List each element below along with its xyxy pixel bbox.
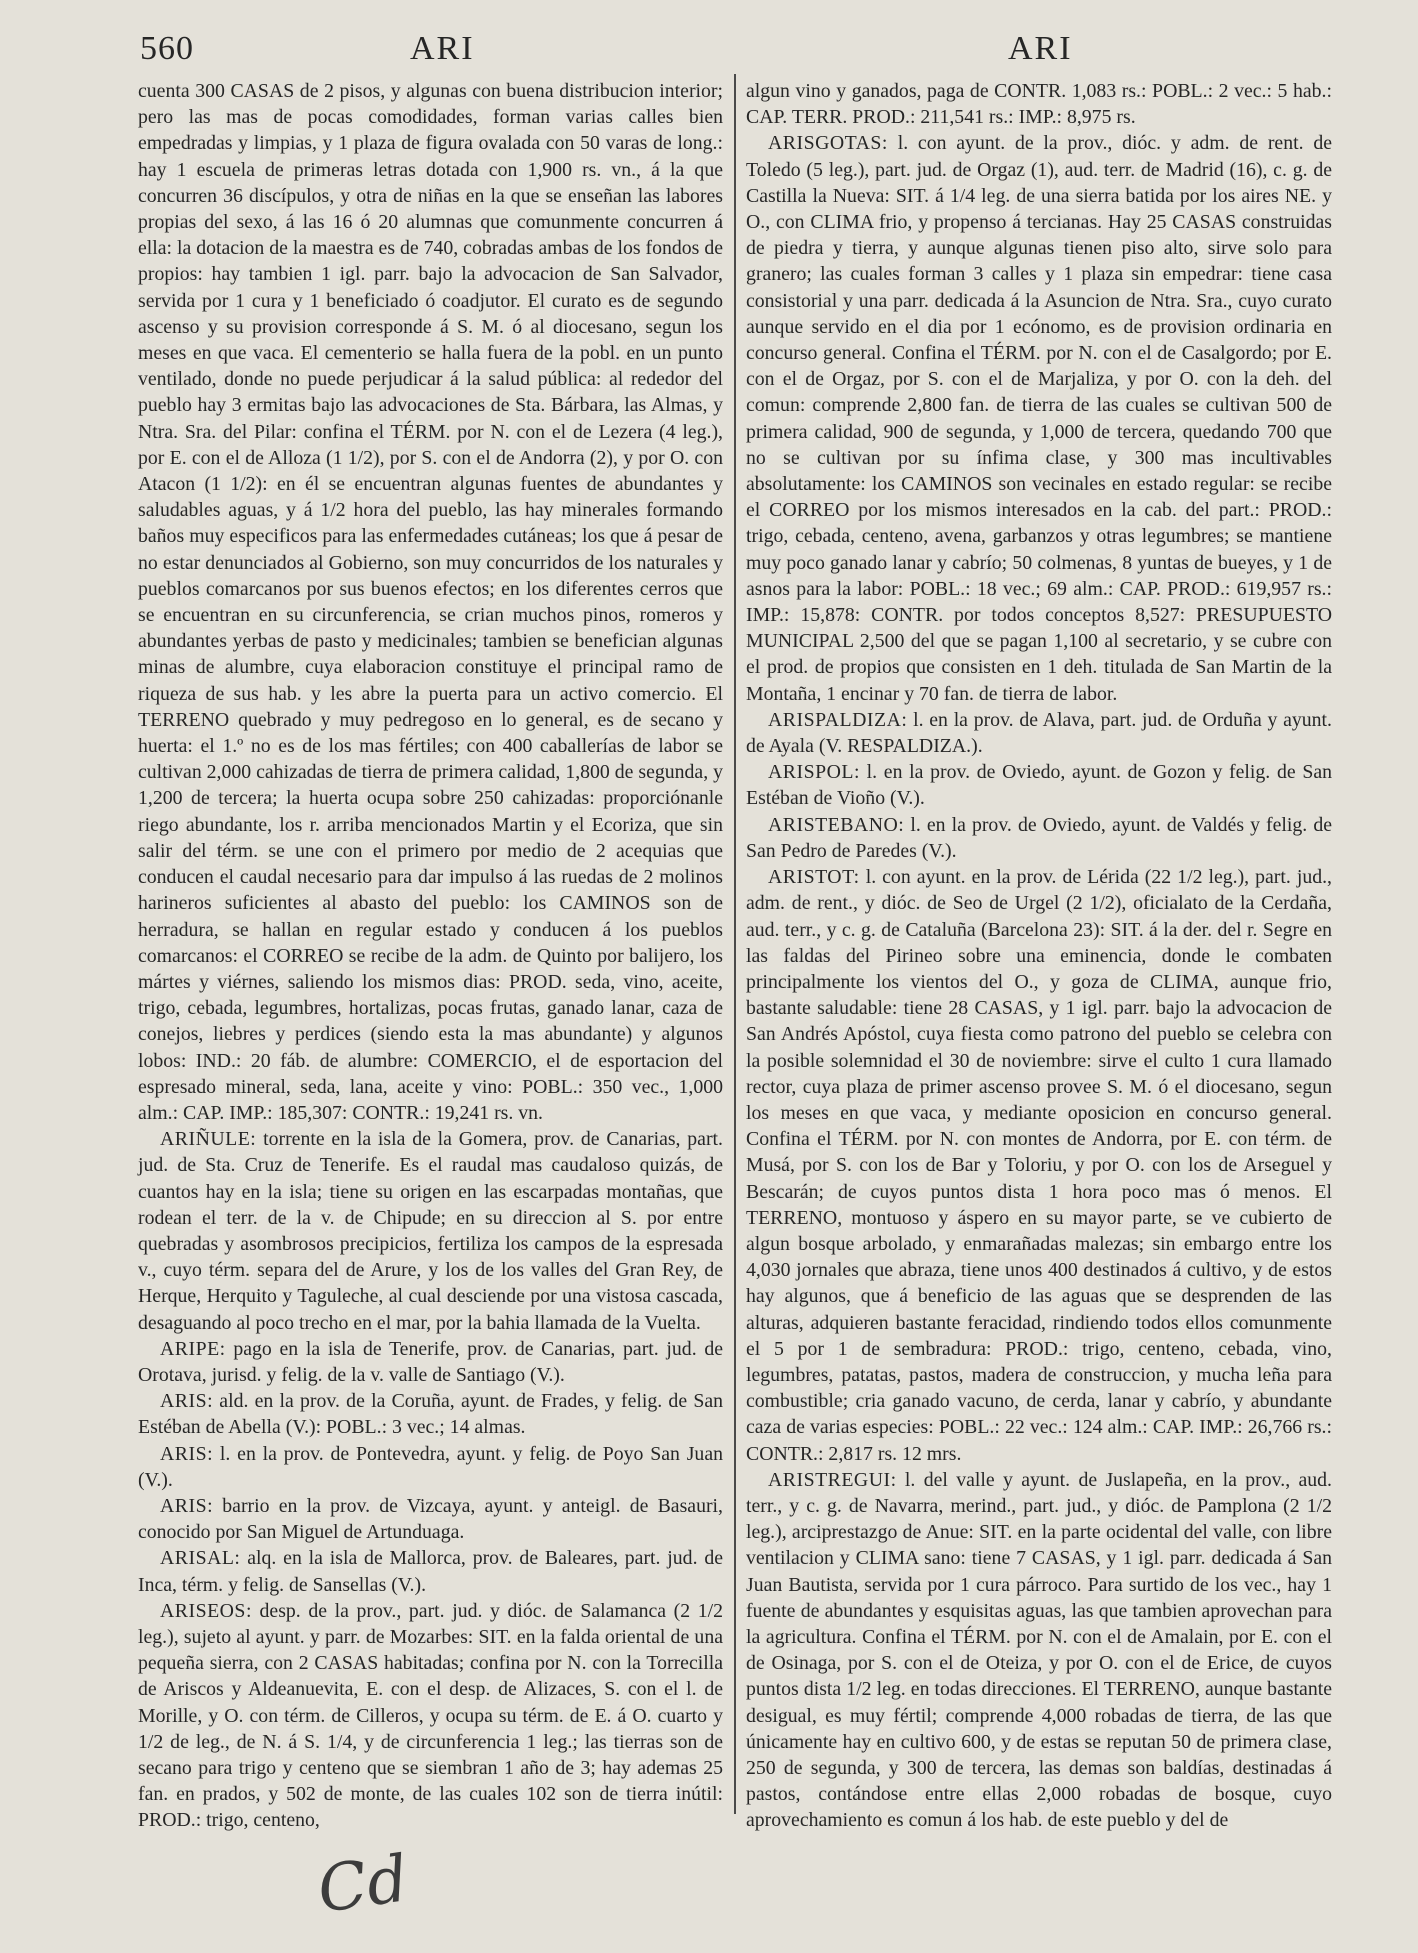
entry-text: barrio en la prov. de Vizcaya, ayunt. y anteigl. de Basauri, conocido por San Miguel de Artunduaga.: [138, 1494, 723, 1544]
entry-text: algun vino y ganados, paga de CONTR. 1,083 rs.: POBL.: 2 vec.: 5 hab.: CAP. TERR. PROD.: 211,541 rs.: IMP.: 8,975 rs.: [746, 80, 1332, 129]
entry-headword: ARISTEBANO:: [768, 813, 905, 836]
dictionary-entry: [138, 1388, 723, 1440]
dictionary-entry: [138, 1126, 723, 1336]
entry-text: desp. de la prov., part. jud. y dióc. de Salamanca (2 1/2 leg.), sujeto al ayunt. y parr. de Mozarbes: SIT. en la falda oriental de una pequeña sierra, con 2 CASAS habitadas; confina por N. con la Torrecilla de Ariscos y Aldeanuevita, E. con el desp. de Alizaces, S. con el l. de Morille, y O. con térm. de Cilleros, y ocupa su térm. de E. á O. cuarto y 1/2 de leg., de N. á S. 1/4, y de circunferencia 1 leg.; las tierras son de secano para trigo y centeno que se siembran 1 año de 3; hay ademas 25 fan. en prados, y 502 de monte, de las cuales 102 son de tierra inútil: PROD.: trigo, centeno,: [138, 1599, 723, 1832]
entry-headword: ARIPE:: [160, 1337, 226, 1360]
entry-text: l. del valle y ayunt. de Juslapeña, en la prov., aud. terr., y c. g. de Navarra, merind., part. jud., y dióc. de Pamplona (2 1/2 leg.), arciprestazgo de Anue: SIT. en la parte ocidental del valle, con libre ventilacion y CLIMA sano: tiene 7 CASAS, y 1 igl. parr. dedicada á San Juan Bautista, servida por 1 cura párroco. Para surtido de los vec., hay 1 fuente de abundantes y esquisitas aguas, las que tambien aprovechan para la agricultura. Confina el TÉRM. por N. con el de Amalain, por E. con el de Osinaga, por S. con el de Oteiza, y por O. con el de Erice, de cuyos puntos dista 1/2 leg. en todas direcciones. El TERRENO, aunque bastante desigual, es muy fértil; comprende 4,000 robadas de tierra, de las que únicamente hay en cultivo 600, y de estas se reputan 50 de primera clase, 250 de segunda, y 300 de tercera, las demas son baldías, destinadas á pastos, contándose entre ellas 2,000 robadas de bosque, cuyo aprovechamiento es comun á los hab. de este pueblo y del de: [746, 1468, 1332, 1832]
entry-headword: ARISPOL:: [768, 761, 860, 784]
dictionary-entry: [746, 759, 1332, 811]
entry-text: cuenta 300 CASAS de 2 pisos, y algunas con buena distribucion interior; pero las mas de pocas comodidades, forman varias calles bien empedradas y limpias, y 1 plaza de figura ovalada con 50 varas de long.: hay 1 escuela de primeras letras dotada con 1,900 rs. vn., á la que concurren 36 discípulos, y otra de niñas en la que se enseñan las labores propias del sexo, á las 16 ó 20 alumnas que comunmente concurren á ella: la dotacion de la maestra es de 740, cobradas ambas de los fondos de propios: hay tambien 1 igl. parr. bajo la advocacion de San Salvador, servida por 1 cura y 1 beneficiado ó coadjutor. El curato es de segundo ascenso y su provision corresponde á S. M. ó al diocesano, segun los meses en que vaca. El cementerio se halla fuera de la pobl. en un punto ventilado, donde no puede perjudicar á la salud pública: al rededor del pueblo hay 3 ermitas bajo las advocaciones de Sta. Bárbara, las Almas, y Ntra. Sra. del Pilar: confina el TÉRM. por N. con el de Lezera (4 leg.), por E. con el de Alloza (1 1/2), por S. con el de Andorra (2), y por O. con Atacon (1 1/2): en él se encuentran algunas fuentes de abundantes y saludables aguas, y á 1/2 hora del pueblo, las hay minerales formando baños muy especificos para las enfermedades cutáneas; los que á pesar de no estar denunciados al Gobierno, son muy concurridos de los naturales y pueblos comarcanos por sus buenos efectos; en los diferentes cerros que se encuentran en su circunferencia, se crian muchos pinos, romeros y abundantes yerbas de pasto y medicinales; tambien se benefician algunas minas de alumbre, cuya elaboracion constituye el principal ramo de riqueza de sus hab. y les abre la puerta para un activo comercio. El TERRENO quebrado y muy pedregoso en lo general, es de secano y huerta: el 1.º no es de los mas fértiles; con 400 caballerías de labor se cultivan 2,000 cahizadas de tierra de primera calidad, 1,800 de segunda, y 1,200 de tercera; la huerta ocupa sobre 250 cahizadas: proporciónanle riego abundante, los r. arriba mencionados Martin y el Ecoriza, que sin salir del térm. se une con el primero por medio de 2 acequias que conducen el caudal necesario para dar impulso á las ruedas de 2 molinos harineros suficientes al abasto del pueblo: los CAMINOS son de herradura, se hallan en regular estado y conducen á los pueblos comarcanos: el CORREO se recibe de la adm. de Quinto por balijero, los mártes y viérnes, saliendo los mismos dias: PROD. seda, vino, aceite, trigo, cebada, legumbres, hortalizas, pocas frutas, ganado lanar, caza de conejos, liebres y perdices (siendo esta la mas abundante) y algunos lobos: IND.: 20 fáb. de alumbre: COMERCIO, el de esportacion del espresado mineral, seda, lana, aceite y vino: POBL.: 350 vec., 1,000 alm.: CAP. IMP.: 185,307: CONTR.: 19,241 rs. vn.: [138, 80, 723, 1124]
entry-headword: ARISPALDIZA:: [768, 708, 908, 731]
dictionary-entry: [138, 1336, 723, 1388]
dictionary-entry: [746, 812, 1332, 864]
handwritten-mark: Cd: [313, 1842, 413, 1928]
entry-headword: ARISAL:: [160, 1547, 241, 1570]
entry-text: l. en la prov. de Alava, part. jud. de Orduña y ayunt. de Ayala (V. RESPALDIZA.).: [746, 708, 1332, 758]
page-number: 560: [140, 30, 194, 67]
entry-headword: ARIÑULE:: [160, 1128, 257, 1151]
column-rule: [734, 74, 736, 1814]
running-head-right: ARI: [1008, 30, 1073, 67]
entry-headword: ARISTOT:: [768, 866, 860, 889]
entry-headword: ARIS:: [160, 1390, 214, 1413]
entry-text: l. en la prov. de Oviedo, ayunt. de Gozon y felig. de San Estéban de Vioño (V.).: [746, 761, 1332, 810]
right-column: [746, 78, 1332, 1832]
entry-text: l. con ayunt. de la prov., dióc. y adm. de rent. de Toledo (5 leg.), part. jud. de Orgaz (1), aud. terr. de Madrid (16), c. g. de Castilla la Nueva: SIT. á 1/4 leg. de una sierra batida por los aires NE. y O., con CLIMA frio, y propenso á tercianas. Hay 25 CASAS construidas de piedra y tierra, y aunque algunas tienen piso alto, sirve solo para granero; las cuales forman 3 calles y 1 plaza sin empedrar: tiene casa consistorial y una parr. dedicada á la Asuncion de Ntra. Sra., cuyo curato aunque servido en el dia por 1 ecónomo, es de provision ordinaria en concurso general. Confina el TÉRM. por N. con el de Casalgordo; por E. con el de Orgaz, por S. con el de Marjaliza, y por O. con la deh. del comun: comprende 2,800 fan. de tierra de las cuales se cultivan 500 de primera calidad, 900 de segunda, y 1,000 de tercera, quedando 700 que no se cultivan por su ínfima clase, y 300 mas incultivables absolutamente: los CAMINOS son vecinales en estado regular: se recibe el CORREO por los mismos interesados en la cab. del part.: PROD.: trigo, cebada, centeno, avena, garbanzos y otras legumbres; se mantiene muy poco ganado lanar y cabrío; 50 colmenas, 8 yuntas de bueyes, y 1 de asnos para la labor: POBL.: 18 vec.; 69 alm.: CAP. PROD.: 619,957 rs.: IMP.: 15,878: CONTR. por todos conceptos 8,527: PRESUPUESTO MUNICIPAL 2,500 del que se pagan 1,100 al secretario, y se cubre con el prod. de propios que consisten en 1 deh. titulada de San Martin de la Montaña, 1 encinar y 70 fan. de tierra de labor.: [746, 132, 1332, 705]
entry-headword: ARISGOTAS:: [768, 132, 888, 155]
dictionary-entry: [138, 1598, 723, 1834]
dictionary-entry: [138, 78, 723, 1126]
entry-text: l. con ayunt. en la prov. de Lérida (22 1/2 leg.), part. jud., adm. de rent., y dióc. de Seo de Urgel (2 1/2), oficialato de la Cerdaña, aud. terr., y c. g. de Cataluña (Barcelona 23): SIT. á la der. del r. Segre en las faldas del Pirineo sobre una eminencia, donde le combaten principalmente los vientos del O., y goza de CLIMA, aunque frio, bastante saludable: tiene 28 CASAS, y 1 igl. parr. bajo la advocacion de San Andrés Apóstol, cuya fiesta como patrono del pueblo se celebra con la posible solemnidad el 30 de noviembre: sirve el culto 1 cura llamado rector, cuya plaza de primer ascenso provee S. M. ó el diocesano, segun los meses en que vaca, y mediante oposicion en concurso general. Confina el TÉRM. por N. con montes de Andorra, por E. con térm. de Musá, por S. con los de Bar y Toloriu, y por O. con los de Arseguel y Bescarán; de cuyos puntos dista 1 hora poco mas ó menos. El TERRENO, montuoso y áspero en su mayor parte, se ve cubierto de algun bosque arbolado, y enmarañadas malezas; sin embargo entre los 4,030 jornales que abraza, tiene unos 400 destinados á cultivo, y de estos hay algunos, que á beneficio de las aguas que se desprenden de las alturas, adquieren bastante feracidad, rindiendo todos ellos comunmente el 5 por 1 de sembradura: PROD.: trigo, centeno, cebada, vino, legumbres, patatas, pastos, madera de construccion, y mucha leña para combustible; cria ganado vacuno, de cerda, lanar y cabrío, y abundante caza de varias especies: POBL.: 22 vec.: 124 alm.: CAP. IMP.: 26,766 rs.: CONTR.: 2,817 rs. 12 mrs.: [746, 866, 1332, 1465]
dictionary-entry: [138, 1441, 723, 1493]
dictionary-entry: [746, 864, 1332, 1467]
entry-text: torrente en la isla de la Gomera, prov. de Canarias, part. jud. de Sta. Cruz de Tenerife. Es el raudal mas caudaloso quizás, de cuantos hay en la isla; tiene su origen en las escarpadas montañas, que rodean el terr. de la v. de Chipude; en su direccion al S. por entre quebradas y asombrosos precipicios, fertiliza los campos de la espresada v., cuyo térm. separa del de Arure, y los de los valles del Gran Rey, de Herque, Herquito y Taguleche, al cual desciende por una vistosa cascada, desaguando al poco trecho en el mar, por la bahia llamada de la Vuelta.: [138, 1128, 723, 1334]
entry-text: alq. en la isla de Mallorca, prov. de Baleares, part. jud. de Inca, térm. y felig. de Sansellas (V.).: [138, 1547, 723, 1596]
entry-headword: ARIS:: [160, 1442, 214, 1465]
dictionary-entry: [746, 78, 1332, 130]
entry-text: l. en la prov. de Pontevedra, ayunt. y felig. de Poyo San Juan (V.).: [138, 1442, 723, 1491]
running-head-left: ARI: [410, 30, 475, 67]
left-column: [138, 78, 723, 1832]
entry-headword: ARIS:: [160, 1494, 214, 1517]
entry-headword: ARISEOS:: [160, 1599, 252, 1622]
dictionary-entry: [138, 1493, 723, 1545]
dictionary-entry: [746, 130, 1332, 706]
entry-headword: ARISTREGUI:: [768, 1468, 897, 1491]
dictionary-entry: [746, 707, 1332, 759]
entry-text: l. en la prov. de Oviedo, ayunt. de Valdés y felig. de San Pedro de Paredes (V.).: [746, 813, 1332, 862]
dictionary-entry: [138, 1545, 723, 1597]
dictionary-entry: [746, 1467, 1332, 1834]
entry-text: ald. en la prov. de la Coruña, ayunt. de Frades, y felig. de San Estéban de Abella (V.): POBL.: 3 vec.; 14 almas.: [138, 1390, 723, 1439]
entry-text: pago en la isla de Tenerife, prov. de Canarias, part. jud. de Orotava, jurisd. y felig. de la v. valle de Santiago (V.).: [138, 1337, 723, 1386]
